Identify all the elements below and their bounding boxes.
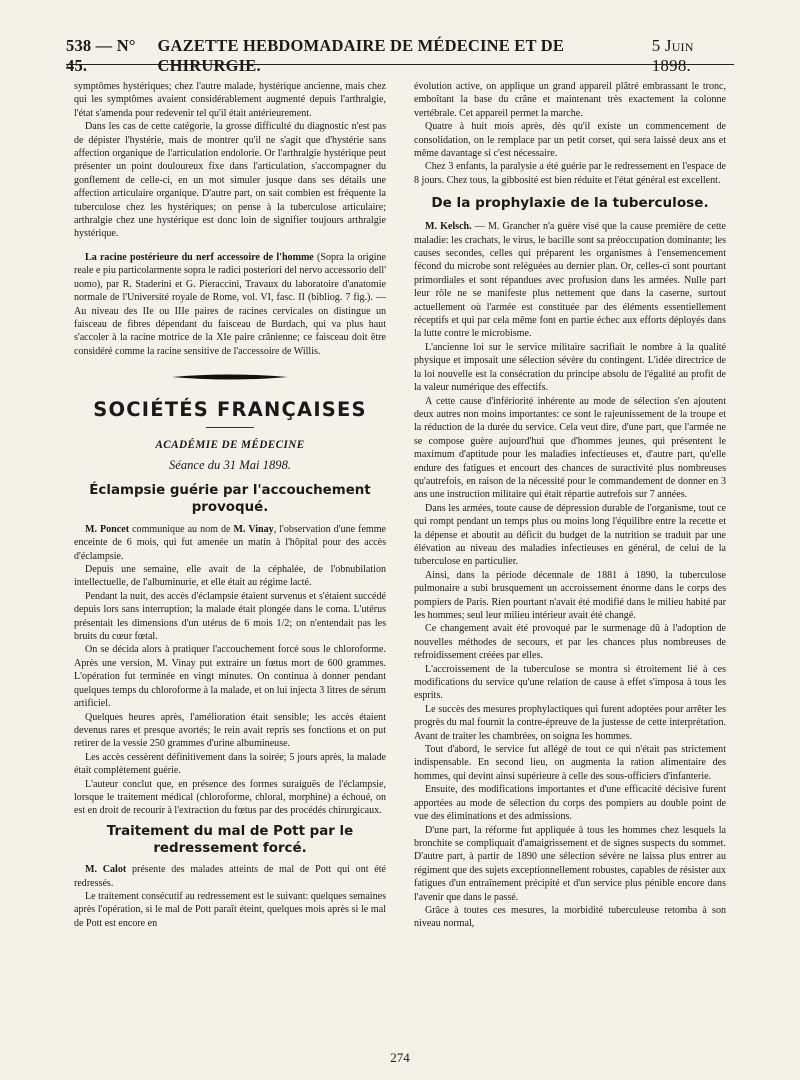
article-body: (Sopra la origine reale e piu particolarmente sopra le radici posteriori del nervo accessorio dell' uomo), par R. Staderini et G. Pieraccini, Travaux du laboratoire d'anatomie normale de l'Université royale de Rome, vol. VI, fasc. II (bibliog. 7 fig.). — Au niveau des IIe ou IIIe paires de racines cervicales on distingue un faisceau de fibres dépendant du faisceau de Burdach, qui va plus haut s'accoler à la racine motrice de la XIe paire crânienne; ce faisceau doit être considéré comme la racine sensitive de l'accessoire de Willis. — [74, 251, 387, 357]
author-name: M. Kelsch. — [425, 221, 472, 233]
date-day: 5 — [651, 36, 661, 55]
page-header — [66, 36, 734, 75]
inline-text: — M. Grancher n'a guère visé que la cause première de cette maladie: les crachats, le virus, le bacille sont sa préoccupation dominante; les causes secondes, celles qui préparent les organismes à l'ensemencement fécond du microbe sont reléguées au dernier plan. Or, celles-ci sont pourtant primordiales et sont répandues avec profusion dans les armées. Nulle part leur rôle ne se manifeste plus nettement que dans la caserne, surtout actuellement où l'armée est constituée par des éléments essentiellement réceptifs et qui par cela même font en partie échec aux efforts déployés dans la lutte contre le microbisme. — [414, 221, 726, 340]
journal-title: GAZETTE HEBDOMADAIRE DE MÉDECINE ET DE CHIRURGIE. — [157, 36, 565, 75]
paragraph: Pendant la nuit, des accès d'éclampsie étaient survenus et s'étaient succédé depuis lors sans interruption; la malade était plongée dans le coma. L'utérus présentait les dimensions d'un utérus de 6 mois 1/2; on n'entendait pas les bruits du cœur fœtal. — [74, 590, 386, 643]
paragraph — [414, 220, 726, 341]
date-month: Juin — [664, 36, 694, 55]
paragraph: Quelques heures après, l'amélioration était sensible; les accès étaient devenus rares et presque avortés; le rein avait repris ses fonctions et on put retirer de la vessie 250 grammes d'urine albumineuse. — [74, 711, 386, 750]
author-name: M. Vinay — [233, 523, 274, 535]
article-title-pott: Traitement du mal de Pott par le redressement forcé. — [106, 823, 354, 856]
paragraph: Chez 3 enfants, la paralysie a été guérie par le redressement en l'espace de 8 jours. Chez tous, la gibbosité est bien réduite et l'état général est excellent. — [414, 161, 726, 186]
paragraph: L'auteur conclut que, en présence des formes suraiguës de l'éclampsie, lorsque le traitement médical (chloroforme, chloral, morphine) a échoué, on est en droit de recourir à l'extraction du fœtus par des procédés chirurgicaux. — [74, 778, 386, 817]
paragraph: Ainsi, dans la période décennale de 1881 à 1890, la tuberculose pulmonaire a subi brusquement un accroissement énorme dans le corps des pompiers de Paris. Rien pourtant n'avait été modifié dans le milieu habité par les hommes; seul leur milieu intérieur avait été changé. — [414, 569, 726, 622]
article-lead-title: La racine postérieure du nerf accessoire de l'homme — [85, 251, 314, 263]
right-column — [414, 80, 726, 931]
section-divider — [206, 427, 254, 428]
author-name: M. Poncet — [85, 523, 130, 535]
paragraph — [74, 523, 386, 563]
page-folio: 274 — [390, 1050, 410, 1065]
paragraph: Ensuite, des modifications importantes et d'une efficacité décisive furent apportées au mode de sélection du corps des pompiers au double point de vue des éliminations et des admissions. — [414, 784, 726, 823]
date-year: 1898. — [651, 56, 691, 75]
inline-text: , l'observation d'une femme enceinte de 6 mois, qui fut amenée un matin à l'hôpital pour des accès d'éclampsie. — [74, 523, 387, 562]
article-title-prophylaxie: De la prophylaxie de la tuberculose. — [431, 195, 709, 212]
paragraph: A cette cause d'infériorité inhérente au mode de sélection s'en ajoutent deux autres non moins importantes: ce sont le rajeunissement de la troupe et la réduction de la durée du service. Cela veut dire, d'une part, que l'armée ne se compose guère aujourd'hui que d'hommes jeunes, qui présentent le maximum d'aptitude pour les maladies infectieuses et, d'autre part, qu'elle endure des fatigues et encourt des chances de suractivité plus nombreuses qu'autrefois, en raison de la nécessité pour le commandement de donner en 3 ans une instruction militaire qui était répartie autrefois sur 7 années. — [414, 395, 726, 501]
paragraph: L'accroissement de la tuberculose se montra si étroitement lié à ces modifications du service qu'une relation de cause à effet s'imposa à tous les esprits. — [414, 663, 726, 702]
academy-heading: ACADÉMIE DE MÉDECINE — [155, 438, 305, 451]
article-title-eclampsie: Éclampsie guérie par l'accouchement provoqué. — [89, 483, 371, 516]
racine-article — [74, 251, 386, 358]
issue-date — [652, 36, 734, 76]
paragraph: Quatre à huit mois après, dès qu'il existe un commencement de consolidation, on le remplace par un petit corset, qui sera laissé deux ans et même davantage si c'est nécessaire. — [414, 121, 726, 160]
inline-text: communique au nom de — [132, 523, 231, 535]
page-issue-number: 538 — N° 45. — [66, 36, 136, 75]
paragraph: L'ancienne loi sur le service militaire sacrifiait le nombre à la qualité physique et imposait une sélection sévère du contingent. L'idée directrice de la loi nouvelle est la consécration du principe absolu de l'égalité au profit de la valeur numérique des effectifs. — [414, 341, 726, 394]
paragraph: évolution active, on applique un grand appareil plâtré embrassant le tronc, emboîtant la base du crâne et maintenant très exactement la colonne vertébrale. Cet appareil permet la marche. — [414, 81, 726, 119]
paragraph: symptômes hystériques; chez l'autre malade, hystérique ancienne, mais chez qui les symptômes avaient considérablement augmenté depuis l'arthralgie, l'état s'amenda pour redevenir tel qu'il était antérieurement. — [74, 81, 386, 119]
inline-text: présente des malades atteints de mal de Pott qui ont été redressés. — [74, 864, 386, 889]
session-date: Séance du 31 Mai 1898. — [168, 457, 292, 472]
left-column — [74, 80, 386, 930]
paragraph: Tout d'abord, le service fut allégé de tout ce qui n'était pas strictement indispensable. En second lieu, on augmenta la ration alimentaire des hommes, qui devint ainsi supérieure à celle des sous-officiers d'infanterie. — [414, 744, 726, 782]
paragraph — [74, 863, 386, 890]
paragraph: Ce changement avait été provoqué par le surmenage dû à l'adoption de nouvelles méthodes de secours, et par les chances plus nombreuses de refroidissement créées par elles. — [414, 623, 726, 662]
paragraph: Le succès des mesures prophylactiques qui furent adoptées pour arrêter les progrès du mal fournit la contre-épreuve de la justesse de cette interprétation. Avant de traiter les chambrées, on soigna les hommes. — [414, 703, 726, 742]
paragraph: Les accès cessèrent définitivement dans la soirée; 5 jours après, la malade était complètement guérie. — [74, 751, 386, 777]
section-ornament — [74, 372, 386, 386]
author-name: M. Calot — [85, 864, 127, 876]
paragraph: Dans les cas de cette catégorie, la grosse difficulté du diagnostic n'est pas de dépister l'hystérie, mais de montrer qu'il ne s'agit que d'hystérie sans affection organique de l'articulation endolorie. Or l'arthralgie hystérique peut présenter un point douloureux fixe dans l'articulation, s'accompagner du gonflement de celle-ci, en un mot simuler jusque dans ses détails une affection articulaire organique. D'autre part, on sait combien est fréquente la tuberculose chez les hystériques; on pense à la tuberculose articulaire; arthralgie chez une hystérique est donc loin de signifier toujours arthralgie hystérique. — [74, 121, 386, 240]
paragraph: Le traitement consécutif au redressement est le suivant: quelques semaines après l'opération, si le mal de Pott paraît éteint, quelques mois après si le mal de Pott est encore en — [74, 891, 386, 929]
paragraph: On se décida alors à pratiquer l'accouchement forcé sous le chloroforme. Après une version, M. Vinay put extraire un fœtus mort de 600 grammes. L'opération fut terminée en vingt minutes. On continua à donner pendant quelques temps du chloroforme à la malade, et on lui injecta 3 litres de sérum artificiel. — [74, 644, 386, 710]
paragraph: Depuis une semaine, elle avait de la céphalée, de l'obnubilation intellectuelle, de l'albuminurie, et elle était au régime lacté. — [74, 564, 386, 589]
paragraph: Dans les armées, toute cause de dépression durable de l'organisme, tout ce qui rompt pendant un temps plus ou moins long l'équilibre entre la recette et la dépense et aboutit au déficit du budget de la nutrition se traduit par une élévation au niveau des maladies infectieuses en général, de celui de la tuberculose en particulier. — [414, 502, 726, 568]
paragraph: D'une part, la réforme fut appliquée à tous les hommes chez lesquels la bronchite se compliquait d'amaigrissement et de signes suspects du sommet. D'autre part, à partir de 1890 une sélection sévère ne laissa plus entrer au régiment que des sujets exceptionnellement robustes, capables de résister aux fatigues d'un entraînement précipité et d'un service plus pénible encore dans l'avenir que dans le passé. — [414, 824, 726, 903]
section-title: SOCIÉTÉS FRANÇAISES — [93, 397, 367, 421]
paragraph: Grâce à toutes ces mesures, la morbidité tuberculeuse retomba à son niveau normal, — [414, 904, 726, 930]
